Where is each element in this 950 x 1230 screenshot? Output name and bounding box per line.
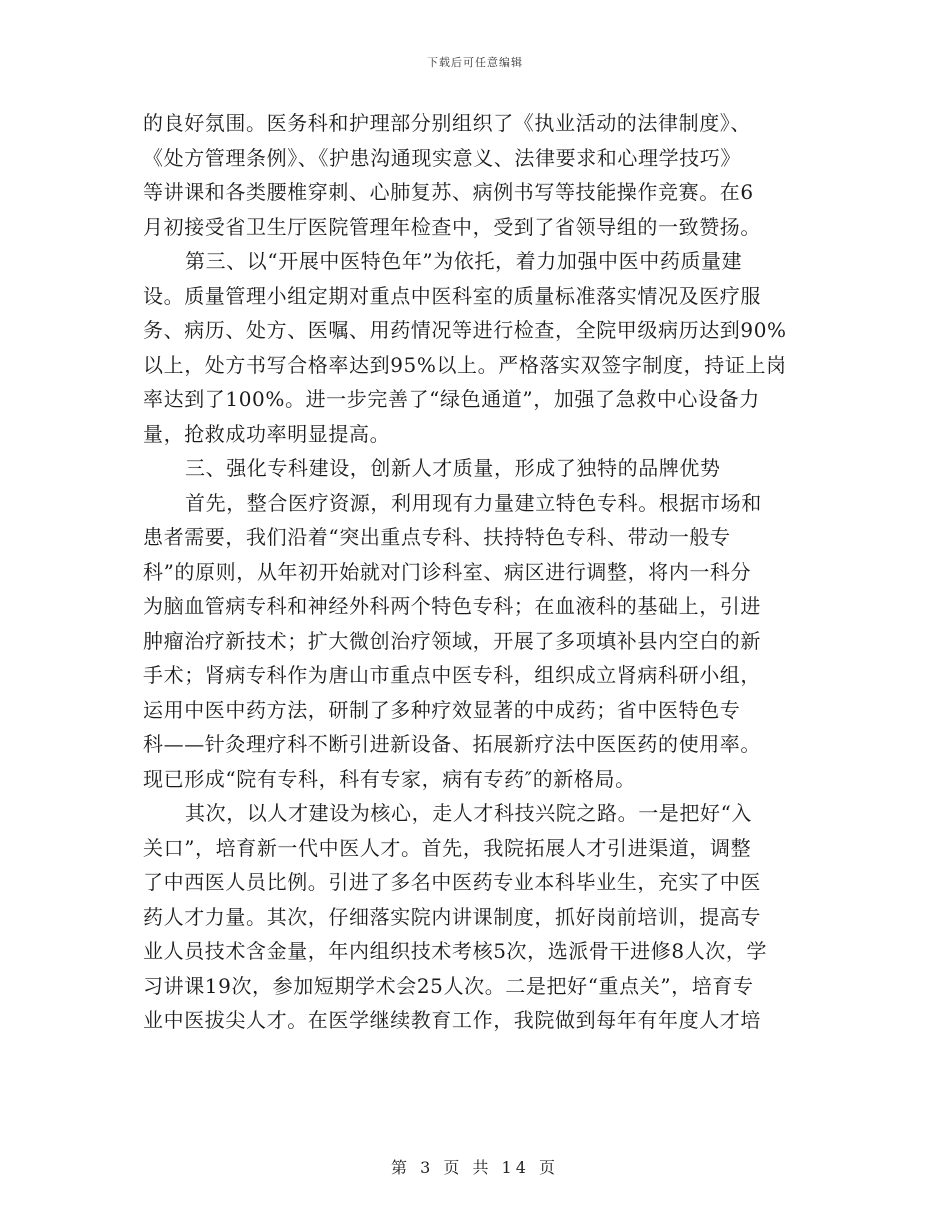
document-body — [143, 106, 815, 1038]
text-line: 科”的原则，从年初开始就对门诊科室、病区进行调整，将内一科分 — [143, 559, 752, 584]
text-line: 设。质量管理小组定期对重点中医科室的质量标准落实情况及医疗服 — [143, 283, 761, 308]
text-line: 首先，整合医疗资源，利用现有力量建立特色专科。根据市场和 — [185, 490, 762, 515]
text-line: 业中医拔尖人才。在医学继续教育工作，我院做到每年有年度人才培 — [143, 1008, 761, 1032]
page-number: 第 3 页 共 14 页 — [391, 1158, 559, 1177]
text-line: 为脑血管病专科和神经外科两个特色专科；在血液科的基础上，引进 — [143, 594, 761, 618]
text-line: 务、病历、处方、医嘱、用药情况等进行检查，全院甲级病历达到90% — [143, 318, 787, 342]
text-line: 关口”，培育新一代中医人才。首先，我院拓展人才引进渠道，调整 — [143, 835, 752, 860]
text-line: 以上，处方书写合格率达到95%以上。严格落实双签字制度，持证上岗 — [143, 352, 787, 377]
text-line: 的良好氛围。医务科和护理部分别组织了《执业活动的法律制度》、 — [143, 111, 751, 135]
text-line: 了中西医人员比例。引进了多名中医药专业本科毕业生，充实了中医 — [143, 870, 761, 894]
text-line: 第三、以“开展中医特色年”为依托，着力加强中医中药质量建 — [185, 249, 743, 273]
text-line: 三、强化专科建设，创新人才质量，形成了独特的品牌优势 — [185, 456, 721, 480]
text-line: 《处方管理条例》、《护患沟通现实意义、法律要求和心理学技巧》 — [143, 145, 741, 170]
text-line: 月初接受省卫生厅医院管理年检查中，受到了省领导组的一致赞扬。 — [143, 214, 761, 239]
text-line: 量，抢救成功率明显提高。 — [143, 421, 391, 446]
text-line: 率达到了100%。进一步完善了“绿色通道”，加强了急救中心设备力 — [143, 387, 760, 411]
text-line: 其次，以人才建设为核心，走人才科技兴院之路。一是把好“入 — [185, 801, 753, 825]
text-line: 等讲课和各类腰椎穿刺、心肺复苏、病例书写等技能操作竞赛。在6 — [143, 180, 754, 204]
text-line: 科——针灸理疗科不断引进新设备、拓展新疗法中医医药的使用率。 — [143, 732, 761, 756]
text-line: 运用中医中药方法，研制了多种疗效显著的中成药；省中医特色专 — [143, 697, 741, 722]
text-line: 肿瘤治疗新技术；扩大微创治疗领域，开展了多项填补县内空白的新 — [143, 628, 761, 653]
text-line: 药人才力量。其次，仔细落实院内讲课制度，抓好岗前培训，提高专 — [143, 904, 761, 929]
text-line: 业人员技术含金量，年内组织技术考核5次，选派骨干进修8人次，学 — [143, 939, 768, 963]
text-line: 手术；肾病专科作为唐山市重点中医专科，组织成立肾病科研小组， — [143, 663, 761, 687]
page-header: 下载后可任意编辑 — [427, 56, 523, 69]
text-line: 患者需要，我们沿着“突出重点专科、扶持特色专科、带动一般专 — [143, 525, 731, 549]
text-line: 现已形成“院有专科，科有专家，病有专药″的新格局。 — [143, 766, 636, 791]
text-line: 习讲课19次，参加短期学术会25人次。二是把好“重点关”，培育专 — [143, 973, 754, 998]
